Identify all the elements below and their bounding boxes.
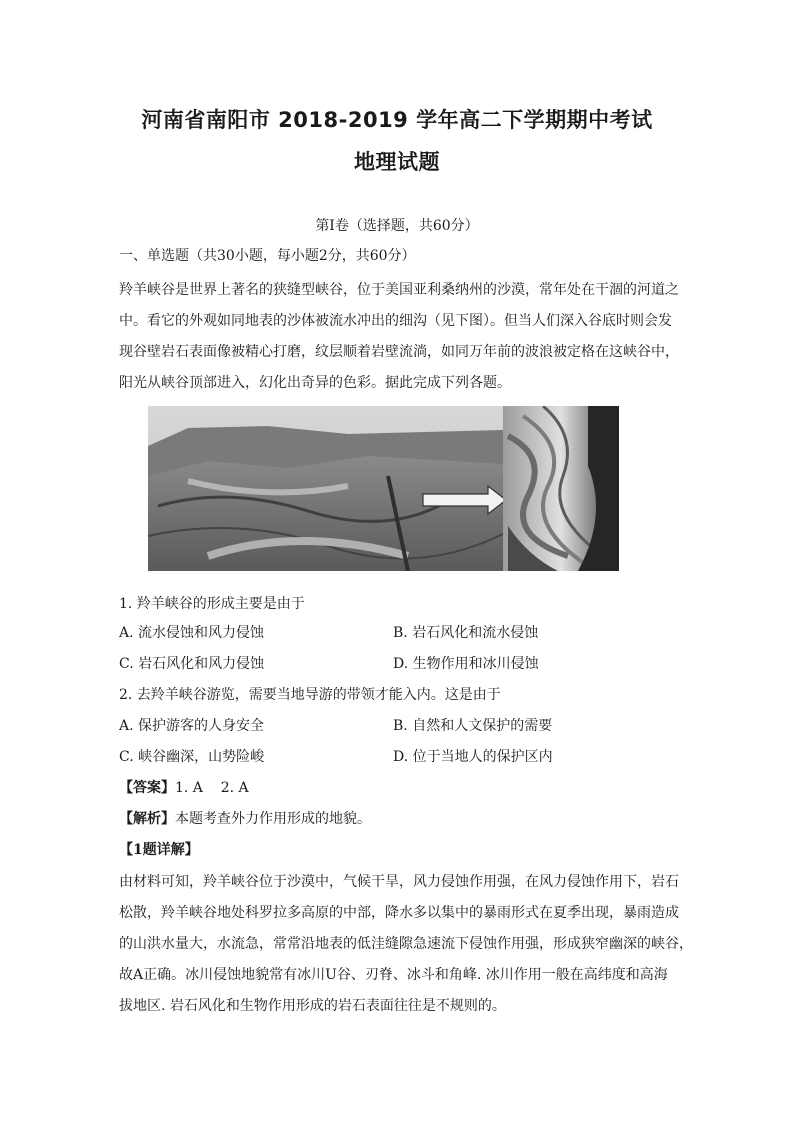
analysis-text: 本题考查外力作用形成的地貌。 xyxy=(175,811,371,827)
answer-text: 1. A 2. A xyxy=(175,780,249,796)
question-2-option-d: D. 位于当地人的保护区内 xyxy=(393,749,553,765)
analysis-line xyxy=(119,809,679,829)
part-heading: 一、单选题（共30小题，每小题2分，共60分） xyxy=(119,248,416,264)
detail-line-1: 由材料可知，羚羊峡谷位于沙漠中，气候干旱，风力侵蚀作用强，在风力侵蚀作用下，岩石 xyxy=(119,874,679,890)
passage-line-3: 现谷壁岩石表面像被精心打磨，纹层顺着岩壁流淌，如同万年前的波浪被定格在这峡谷中， xyxy=(119,344,679,360)
question-1-option-c: C. 岩石风化和风力侵蚀 xyxy=(119,656,265,672)
answer-label: 【答案】 xyxy=(119,780,175,796)
detail-line-3: 的山洪水量大，水流急，常常沿地表的低洼缝隙急速流下侵蚀作用强，形成狭窄幽深的峡谷， xyxy=(119,936,693,952)
exam-subject: 地理试题 xyxy=(354,150,440,174)
question-2-option-a: A. 保护游客的人身安全 xyxy=(119,718,265,734)
passage-line-4: 阳光从峡谷顶部进入，幻化出奇异的色彩。据此完成下列各题。 xyxy=(119,375,511,391)
question-2-option-c: C. 峡谷幽深，山势险峻 xyxy=(119,749,265,765)
canyon-photo-illustration xyxy=(148,406,619,571)
question-2-stem: 2. 去羚羊峡谷游览，需要当地导游的带领才能入内。这是由于 xyxy=(119,687,501,703)
detail-heading: 【1题详解】 xyxy=(119,842,199,858)
question-1-stem: 1. 羚羊峡谷的形成主要是由于 xyxy=(119,596,305,612)
analysis-label: 【解析】 xyxy=(119,811,175,827)
detail-line-2: 松散，羚羊峡谷地处科罗拉多高原的中部，降水多以集中的暴雨形式在夏季出现，暴雨造成 xyxy=(119,905,679,921)
passage-line-2: 中。看它的外观如同地表的沙体被流水冲出的细沟（见下图）。但当人们深入谷底时则会发 xyxy=(119,313,672,329)
question-1-option-d: D. 生物作用和冰川侵蚀 xyxy=(393,656,539,672)
passage-line-1: 羚羊峡谷是世界上著名的狭缝型峡谷，位于美国亚利桑纳州的沙漠，常年处在干涸的河道之 xyxy=(119,282,679,298)
section-heading: 第Ⅰ卷（选择题，共60分） xyxy=(315,218,479,234)
detail-line-5: 拔地区. 岩石风化和生物作用形成的岩石表面往往是不规则的。 xyxy=(119,998,506,1014)
question-1-option-b: B. 岩石风化和流水侵蚀 xyxy=(393,625,539,641)
detail-line-4: 故A正确。冰川侵蚀地貌常有冰川U谷、刃脊、冰斗和角峰. 冰川作用一般在高纬度和高海 xyxy=(119,967,668,983)
question-2-option-b: B. 自然和人文保护的需要 xyxy=(393,718,553,734)
canyon-photo xyxy=(148,406,619,571)
answer-line xyxy=(119,778,679,798)
exam-title: 河南省南阳市 2018-2019 学年高二下学期期中考试 xyxy=(141,108,653,132)
question-1-option-a: A. 流水侵蚀和风力侵蚀 xyxy=(119,625,265,641)
